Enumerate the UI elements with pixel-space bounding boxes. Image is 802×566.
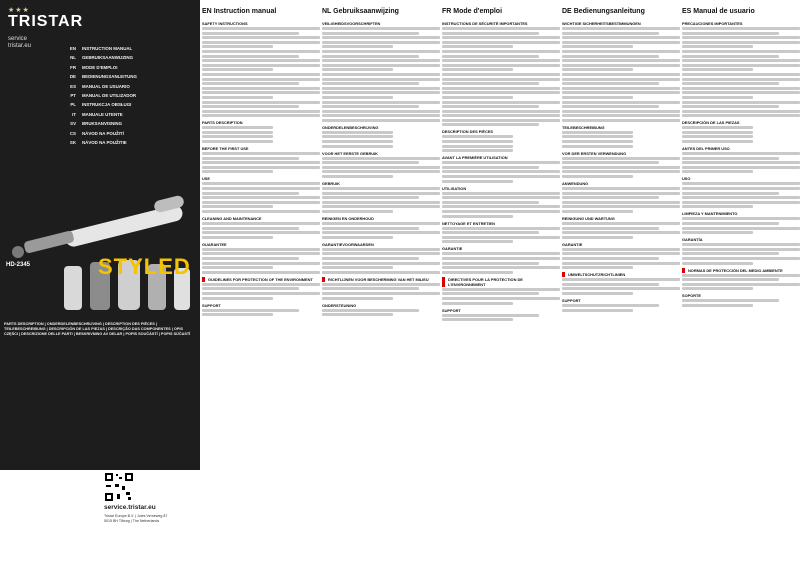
section-heading: ANTES DEL PRIMER USO — [682, 146, 730, 152]
column-code: ES — [682, 8, 692, 15]
section-heading: BEFORE THE FIRST USE — [202, 146, 249, 152]
section-heading: LIMPIEZA Y MANTENIMIENTO — [682, 211, 738, 217]
column-code: EN — [202, 8, 212, 15]
qr-code-icon — [104, 472, 134, 502]
section-heading: UTILISATION — [442, 185, 467, 191]
column-title-text: Mode d'emploi — [453, 8, 503, 15]
section-heading: PARTS DESCRIPTION — [202, 120, 243, 126]
lang-entry-pt — [0, 91, 200, 100]
column-code: FR — [442, 8, 452, 15]
section-heading: CLEANING AND MAINTENANCE — [202, 216, 262, 221]
lang-entry-cs — [0, 129, 200, 138]
lang-code: DE — [69, 74, 76, 80]
column-code: NL — [322, 8, 332, 15]
lang-name: MANUALE UTENTE — [82, 111, 123, 117]
lang-code: CS — [69, 130, 76, 136]
lang-code: IT — [72, 111, 76, 117]
column-title — [202, 8, 320, 15]
lang-code: PT — [70, 92, 76, 98]
column-de — [562, 0, 680, 566]
column-nl — [322, 0, 440, 566]
lang-entry-es — [0, 82, 200, 91]
section-heading: ONDERDELENBESCHRIJVING — [322, 124, 379, 130]
lang-name: NÁVOD NA POUŽITIE — [82, 139, 127, 145]
lang-code: NL — [70, 55, 76, 61]
section-heading: SOPORTE — [682, 293, 702, 299]
column-title — [442, 8, 560, 15]
column-title-text: Manual de usuario — [693, 8, 755, 15]
section-heading: WICHTIGE SICHERHEITSBESTIMMUNGEN — [562, 21, 641, 26]
section-heading: AVANT LA PREMIÈRE UTILISATION — [442, 155, 508, 161]
section-heading: USO — [682, 176, 691, 182]
lang-code: SK — [69, 139, 76, 145]
section-heading: REINIGEN EN ONDERHOUD — [322, 216, 374, 221]
footer-area — [0, 470, 200, 566]
section-heading: UMWELTSCHUTZRICHTLINIEN — [562, 272, 680, 277]
lang-entry-fr — [0, 63, 200, 72]
section-heading: GUIDELINES FOR PROTECTION OF THE ENVIRONMENT — [202, 277, 320, 282]
column-code: DE — [562, 8, 572, 15]
section-heading: SUPPORT — [562, 297, 581, 303]
lang-name: NÁVOD NA POUŽITÍ — [82, 130, 124, 136]
section-heading: NORMAS DE PROTECCIÓN DEL MEDIO AMBIENTE — [682, 268, 800, 273]
brand-name: TRISTAR — [8, 13, 84, 30]
lang-name: GEBRUIKSAANWIJZING — [82, 55, 133, 61]
hair-styler-image — [12, 195, 185, 258]
lang-entry-sv — [0, 119, 200, 128]
lang-name: INSTRUCTION MANUAL — [82, 46, 133, 51]
series-name: STYLED — [98, 254, 191, 279]
section-heading: SUPPORT — [202, 302, 221, 308]
website-link[interactable]: service.tristar.eu — [104, 504, 156, 511]
lang-entry-nl — [0, 53, 200, 62]
model-number: HD-2345 — [6, 262, 31, 268]
lang-entry-de — [0, 72, 200, 81]
column-es — [682, 0, 800, 566]
lang-entry-en — [0, 44, 200, 53]
section-heading: VOR DER ERSTEN VERWENDUNG — [562, 150, 627, 156]
lang-name: MODE D'EMPLOI — [82, 64, 118, 70]
section-heading: ONDERSTEUNING — [322, 302, 357, 308]
lang-code: PL — [70, 102, 76, 108]
lang-code: SV — [70, 121, 76, 127]
lang-name: MANUAL DE UTILIZADOR — [82, 92, 137, 98]
column-fr — [442, 0, 560, 566]
section-heading: GARANTIE — [562, 241, 583, 247]
section-heading: DESCRIPCIÓN DE LAS PIEZAS — [682, 120, 740, 126]
lang-code: EN — [69, 46, 76, 51]
lang-entry-sk — [0, 138, 200, 147]
column-en — [202, 0, 320, 566]
section-heading: PRECAUCIONES IMPORTANTES — [682, 21, 743, 26]
lang-name: MANUAL DE USUARIO — [82, 83, 130, 89]
lang-name: INSTRUKCJA OBSŁUGI — [82, 102, 132, 108]
section-heading: GEBRUIK — [322, 181, 340, 187]
section-heading: REINIGUNG UND WARTUNG — [562, 216, 615, 221]
company-address: Tristar Europe B.V. | Jules Verneweg 87 5015 BH Tilburg | The Netherlands — [104, 514, 168, 523]
section-heading: USE — [202, 176, 210, 182]
section-heading: SUPPORT — [442, 307, 461, 313]
language-index — [0, 44, 200, 147]
section-heading: NETTOYAGE ET ENTRETIEN — [442, 220, 495, 226]
section-heading: VOOR HET EERSTE GEBRUIK — [322, 150, 378, 156]
section-heading: TEILEBESCHREIBUNG — [562, 124, 605, 130]
brand-stars: ★★★ — [8, 7, 30, 14]
lang-code: ES — [70, 83, 76, 89]
column-title-text: Gebruiksaanwijzing — [333, 8, 399, 15]
column-title — [682, 8, 800, 15]
lang-entry-it — [0, 110, 200, 119]
service-line-2: tristar.eu — [8, 43, 32, 49]
section-heading: GARANTIE — [442, 246, 463, 252]
section-heading: GARANTIEVOORWAARDEN — [322, 241, 374, 247]
section-heading: GARANTÍA — [682, 237, 703, 243]
brand-logo — [8, 6, 88, 30]
section-heading: DESCRIPTION DES PIÈCES — [442, 129, 494, 135]
section-heading: DIRECTIVES POUR LA PROTECTION DE L'ENVIRONNEMENT — [442, 277, 560, 287]
lang-name: BEDIENUNGSANLEITUNG — [82, 74, 137, 80]
lang-entry-pl — [0, 100, 200, 109]
column-title-text: Instruction manual — [213, 8, 277, 15]
parts-description-heading: PARTS DESCRIPTION | ONDERDELENBESCHRIJVING | DESCRIPTION DES PIÈCES | TEILEBESCHREIBUNG | DESCRIPCIÓN DE LAS PIEZAS | DESCRIÇÃO DAS COMPONENTES | OPIS CZĘŚCI | DESCRIZIONE DELLE PARTI | BESKRIVNING AV DELAR | POPIS SOUČÁSTÍ | POPIS SÚČASTÍ — [4, 322, 191, 336]
service-line-1: service — [8, 36, 28, 42]
column-title — [562, 8, 680, 15]
lang-code: FR — [70, 64, 76, 70]
lang-name: BRUKSANVISNING — [82, 121, 123, 127]
section-heading: INSTRUCTIONS DE SÉCURITÉ IMPORTANTES — [442, 21, 528, 26]
section-heading: VEILIGHEIDSVOORSCHRIFTEN — [322, 21, 381, 26]
cover-panel — [0, 0, 200, 566]
section-heading: SAFETY INSTRUCTIONS — [202, 21, 248, 26]
section-heading: RICHTLIJNEN VOOR BESCHERMING VAN HET MILIEU — [322, 277, 440, 282]
column-title — [322, 8, 440, 15]
section-heading: ANWENDUNG — [562, 181, 589, 187]
section-heading: GUARANTEE — [202, 241, 227, 247]
column-title-text: Bedienungsanleitung — [573, 8, 645, 15]
